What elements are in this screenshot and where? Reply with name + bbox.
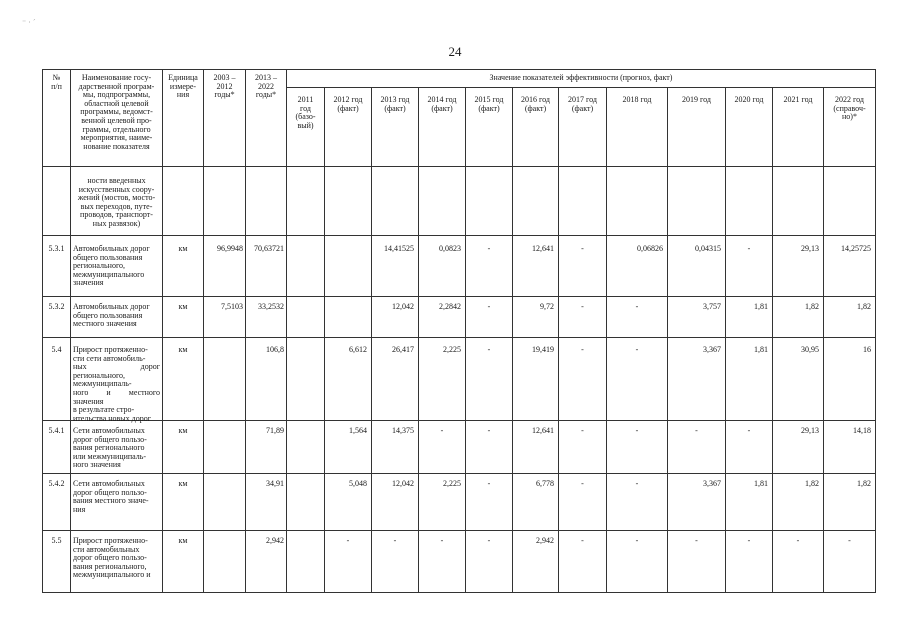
col-line-y2022 bbox=[823, 87, 824, 592]
indicator-name: Автомобильных дорог общего пользования регионального, межмуниципального значения bbox=[73, 244, 150, 288]
year-value-cell: - bbox=[796, 536, 800, 545]
year-value-cell: 30,95 bbox=[801, 345, 819, 354]
row-line-1 bbox=[42, 235, 876, 236]
year-value-cell: - bbox=[581, 479, 584, 488]
row-number: 5.4 bbox=[51, 345, 62, 354]
continuation-text: ности введенных искусственных соору- жений (мостов, мосто- вых переходов, путе- проводов, транспорт- ных развязок) bbox=[77, 176, 156, 228]
header-year-2013: 2013 год (факт) bbox=[380, 95, 410, 113]
row-number: 5.5 bbox=[51, 536, 62, 545]
year-value-cell: 1,82 bbox=[857, 479, 871, 488]
col-line-name bbox=[162, 69, 163, 592]
year-value-cell: 1,82 bbox=[857, 302, 871, 311]
year-value-cell: 14,18 bbox=[853, 426, 871, 435]
year-value-cell: 3,367 bbox=[703, 479, 721, 488]
year-value-cell: - bbox=[487, 244, 491, 253]
value-2013-2022: 34,91 bbox=[266, 479, 284, 488]
year-value-cell: - bbox=[747, 426, 751, 435]
group-header-divider bbox=[286, 87, 876, 88]
page-number: 24 bbox=[448, 44, 462, 59]
year-value-cell: 2,2842 bbox=[439, 302, 461, 311]
year-value-cell: 14,25725 bbox=[841, 244, 871, 253]
year-value-cell: 0,0823 bbox=[439, 244, 461, 253]
indicator-name: Прирост протяженно- сти автомобильных дорог общего пользо- вания регионального, межмуниципального и bbox=[73, 536, 151, 580]
row-number: 5.4.2 bbox=[48, 479, 65, 488]
year-value-cell: - bbox=[695, 426, 698, 435]
header-year-2022: 2022 год (справоч- но)* bbox=[833, 95, 866, 122]
year-value-cell: - bbox=[695, 536, 698, 545]
year-value-cell: - bbox=[581, 244, 584, 253]
row-line-2 bbox=[42, 296, 876, 297]
col-line-y2018 bbox=[606, 87, 607, 592]
header-year-2020: 2020 год bbox=[734, 95, 764, 104]
year-value-cell: 1,81 bbox=[754, 345, 768, 354]
value-2003-2012: 7,5103 bbox=[221, 302, 243, 311]
header-2003-2012: 2003 – 2012 годы* bbox=[213, 73, 236, 100]
header-year-2018: 2018 год bbox=[622, 95, 652, 104]
col-line-2013 bbox=[286, 69, 287, 592]
year-value-cell: 3,367 bbox=[703, 345, 721, 354]
year-value-cell: 2,225 bbox=[443, 345, 461, 354]
year-value-cell: 12,641 bbox=[532, 426, 554, 435]
col-line-2003 bbox=[245, 69, 246, 592]
value-2013-2022: 70,63721 bbox=[254, 244, 284, 253]
year-value-cell: - bbox=[440, 426, 444, 435]
col-line-y2015 bbox=[465, 87, 466, 592]
unit-cell: км bbox=[178, 479, 188, 488]
year-value-cell: - bbox=[635, 302, 639, 311]
year-value-cell: - bbox=[487, 479, 491, 488]
col-line-y2016 bbox=[512, 87, 513, 592]
header-name: Наименование госу- дарственной програм- мы, подпрограммы, областной целевой программы, ведомст- венной целевой про- граммы, отдельного мероприятия, наиме- нование показателя bbox=[78, 73, 155, 151]
table-border-top bbox=[42, 69, 876, 70]
year-value-cell: 6,778 bbox=[536, 479, 554, 488]
row-line-4 bbox=[42, 420, 876, 421]
year-value-cell: - bbox=[635, 536, 639, 545]
year-value-cell: 0,06826 bbox=[637, 244, 663, 253]
col-line-unit bbox=[203, 69, 204, 592]
year-value-cell: 3,757 bbox=[703, 302, 721, 311]
header-year-2012: 2012 год (факт) bbox=[333, 95, 363, 113]
year-value-cell: 14,41525 bbox=[384, 244, 414, 253]
row-number: 5.3.1 bbox=[48, 244, 65, 253]
value-2003-2012: 96,9948 bbox=[217, 244, 243, 253]
year-value-cell: 12,042 bbox=[392, 302, 414, 311]
year-value-cell: - bbox=[581, 345, 584, 354]
header-2013-2022: 2013 – 2022 годы* bbox=[255, 73, 277, 100]
year-value-cell: - bbox=[487, 302, 491, 311]
year-value-cell: - bbox=[747, 244, 751, 253]
header-num: № п/п bbox=[51, 73, 62, 91]
col-line-y2014 bbox=[418, 87, 419, 592]
year-value-cell: - bbox=[346, 536, 350, 545]
year-value-cell: 6,612 bbox=[349, 345, 367, 354]
year-value-cell: 16 bbox=[863, 345, 871, 354]
year-value-cell: 12,042 bbox=[392, 479, 414, 488]
year-value-cell: - bbox=[848, 536, 851, 545]
efficiency-indicators-table bbox=[42, 69, 876, 593]
year-value-cell: 29,13 bbox=[801, 244, 819, 253]
year-value-cell: 2,225 bbox=[443, 479, 461, 488]
year-value-cell: - bbox=[635, 479, 639, 488]
year-value-cell: 5,048 bbox=[349, 479, 367, 488]
year-value-cell: 1,82 bbox=[805, 479, 819, 488]
header-year-2011: 2011 год (базо- вый) bbox=[295, 95, 316, 130]
header-year-2014: 2014 год (факт) bbox=[427, 95, 457, 113]
col-line-y2017 bbox=[558, 87, 559, 592]
row-line-3 bbox=[42, 337, 876, 338]
value-2013-2022: 2,942 bbox=[266, 536, 284, 545]
header-efficiency-group: Значение показателей эффективности (прогноз, факт) bbox=[489, 73, 673, 82]
header-year-2016: 2016 год (факт) bbox=[521, 95, 550, 113]
year-value-cell: 29,13 bbox=[801, 426, 819, 435]
col-line-y2019 bbox=[667, 87, 668, 592]
value-2013-2022: 71,89 bbox=[266, 426, 284, 435]
row-number: 5.4.1 bbox=[48, 426, 65, 435]
year-value-cell: - bbox=[393, 536, 397, 545]
year-value-cell: 0,04315 bbox=[695, 244, 721, 253]
col-line-y2013 bbox=[371, 87, 372, 592]
year-value-cell: 1,82 bbox=[805, 302, 819, 311]
year-value-cell: 19,419 bbox=[532, 345, 554, 354]
value-2013-2022: 33,2532 bbox=[258, 302, 284, 311]
year-value-cell: - bbox=[487, 345, 491, 354]
table-border-right bbox=[875, 69, 876, 592]
table-border-left bbox=[42, 69, 43, 592]
col-line-y2012 bbox=[324, 87, 325, 592]
year-value-cell: 12,641 bbox=[532, 244, 554, 253]
unit-cell: км bbox=[178, 244, 188, 253]
year-value-cell: - bbox=[747, 536, 751, 545]
year-value-cell: 1,81 bbox=[754, 479, 768, 488]
year-value-cell: - bbox=[487, 536, 491, 545]
header-year-2015: 2015 год (факт) bbox=[474, 95, 504, 113]
year-value-cell: - bbox=[487, 426, 491, 435]
indicator-name: Прирост протяженно- сти сети автомобиль- ных дорог регионального, межмуниципаль- ного и местного значения в результате стро- ительства новых дорог bbox=[73, 345, 160, 423]
unit-cell: км bbox=[178, 536, 188, 545]
year-value-cell: - bbox=[635, 345, 639, 354]
year-value-cell: - bbox=[635, 426, 639, 435]
header-bottom-line bbox=[42, 166, 876, 167]
value-2013-2022: 106,8 bbox=[266, 345, 284, 354]
row-line-5 bbox=[42, 473, 876, 474]
col-line-y2020 bbox=[725, 87, 726, 592]
unit-cell: км bbox=[178, 426, 188, 435]
header-year-2017: 2017 год (факт) bbox=[568, 95, 597, 113]
col-line-y2021 bbox=[772, 87, 773, 592]
unit-cell: км bbox=[178, 345, 188, 354]
year-value-cell: - bbox=[581, 536, 584, 545]
year-value-cell: 1,564 bbox=[349, 426, 367, 435]
year-value-cell: - bbox=[581, 302, 584, 311]
header-unit: Единица измере- ния bbox=[168, 73, 198, 100]
year-value-cell: - bbox=[440, 536, 444, 545]
year-value-cell: - bbox=[581, 426, 584, 435]
year-value-cell: 2,942 bbox=[536, 536, 554, 545]
row-line-6 bbox=[42, 530, 876, 531]
year-value-cell: 9,72 bbox=[540, 302, 554, 311]
year-value-cell: 26,417 bbox=[392, 345, 414, 354]
indicator-name: Автомобильных дорог общего пользования местного значения bbox=[73, 302, 150, 329]
scan-artifact-mark: ⁻ · ´ bbox=[22, 18, 36, 27]
unit-cell: км bbox=[178, 302, 188, 311]
header-year-2021: 2021 год bbox=[783, 95, 813, 104]
year-value-cell: 1,81 bbox=[754, 302, 768, 311]
table-border-bottom bbox=[42, 592, 876, 593]
indicator-name: Сети автомобильных дорог общего пользо- вания регионального или межмуниципаль- ного значения bbox=[73, 426, 147, 470]
header-year-2019: 2019 год bbox=[682, 95, 711, 104]
indicator-name: Сети автомобильных дорог общего пользо- вания местного значе- ния bbox=[73, 479, 149, 514]
year-value-cell: 14,375 bbox=[392, 426, 414, 435]
row-number: 5.3.2 bbox=[48, 302, 65, 311]
